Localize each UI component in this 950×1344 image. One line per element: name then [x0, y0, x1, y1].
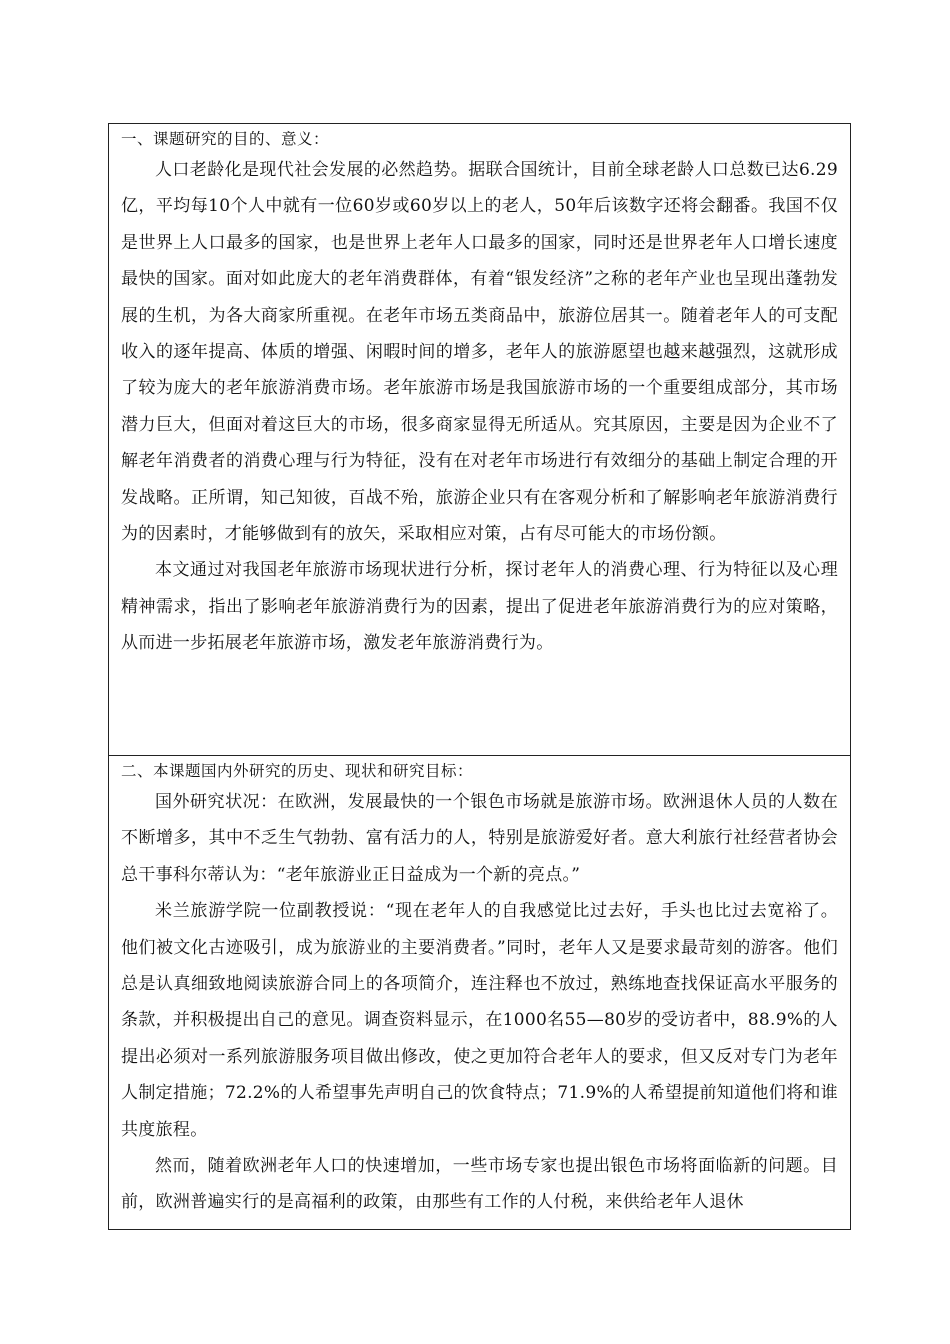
section-research-status-paragraph: 国外研究状况：在欧洲，发展最快的一个银色市场就是旅游市场。欧洲退休人员的人数在不断增多，其中不乏生气勃勃、富有活力的人，特别是旅游爱好者。意大利旅行社经营者协会总干事科尔蒂认为：“老年旅游业正日益成为一个新的亮点。” [121, 792, 838, 885]
section-purpose-cell [109, 124, 850, 756]
section-purpose-paragraph: 本文通过对我国老年旅游市场现状进行分析，探讨老年人的消费心理、行为特征以及心理精神需求，指出了影响老年旅游消费行为的因素，提出了促进老年旅游消费行为的应对策略，从而进一步拓展老年旅游市场，激发老年旅游消费行为。 [121, 560, 838, 654]
section-purpose-paragraph: 人口老龄化是现代社会发展的必然趋势。据联合国统计，目前全球老龄人口总数已达6.29亿，平均每10个人中就有一位60岁或60岁以上的老人，50年后该数字还将会翻番。我国不仅是世界上人口最多的国家，也是世界上老年人口最多的国家，同时还是世界老年人口增长速度最快的国家。面对如此庞大的老年消费群体，有着“银发经济”之称的老年产业也呈现出蓬勃发展的生机，为各大商家所重视。在老年市场五类商品中，旅游位居其一。随着老年人的可支配收入的逐年提高、体质的增强、闲暇时间的增多，老年人的旅游愿望也越来越强烈，这就形成了较为庞大的老年旅游消费市场。老年旅游市场是我国旅游市场的一个重要组成部分，其市场潜力巨大，但面对着这巨大的市场，很多商家显得无所适从。究其原因，主要是因为企业不了解老年消费者的消费心理与行为特征，没有在对老年市场进行有效细分的基础上制定合理的开发战略。正所谓，知己知彼，百战不殆，旅游企业只有在客观分析和了解影响老年旅游消费行为的因素时，才能够做到有的放矢，采取相应对策，占有尽可能大的市场份额。 [121, 160, 838, 545]
research-proposal-table [108, 123, 851, 1230]
section-research-status-cell [109, 756, 850, 1229]
section-research-status-heading: 二、本课题国内外研究的历史、现状和研究目标： [121, 762, 474, 780]
section-purpose-heading: 一、课题研究的目的、意义： [121, 130, 330, 148]
section-research-status-paragraph: 米兰旅游学院一位副教授说：“现在老年人的自我感觉比过去好，手头也比过去宽裕了。他们被文化古迹吸引，成为旅游业的主要消费者。”同时，老年人又是要求最苛刻的游客。他们总是认真细致地阅读旅游合同上的各项简介，连注释也不放过，熟练地查找保证高水平服务的条款，并积极提出自己的意见。调查资料显示，在1000名55—80岁的受访者中，88.9%的人提出必须对一系列旅游服务项目做出修改，使之更加符合老年人的要求，但又反对专门为老年人制定措施；72.2%的人希望事先声明自己的饮食特点；71.9%的人希望提前知道他们将和谁共度旅程。 [121, 901, 838, 1140]
section-research-status-paragraph: 然而，随着欧洲老年人口的快速增加，一些市场专家也提出银色市场将面临新的问题。目前，欧洲普遍实行的是高福利的政策，由那些有工作的人付税，来供给老年人退休 [121, 1156, 838, 1213]
